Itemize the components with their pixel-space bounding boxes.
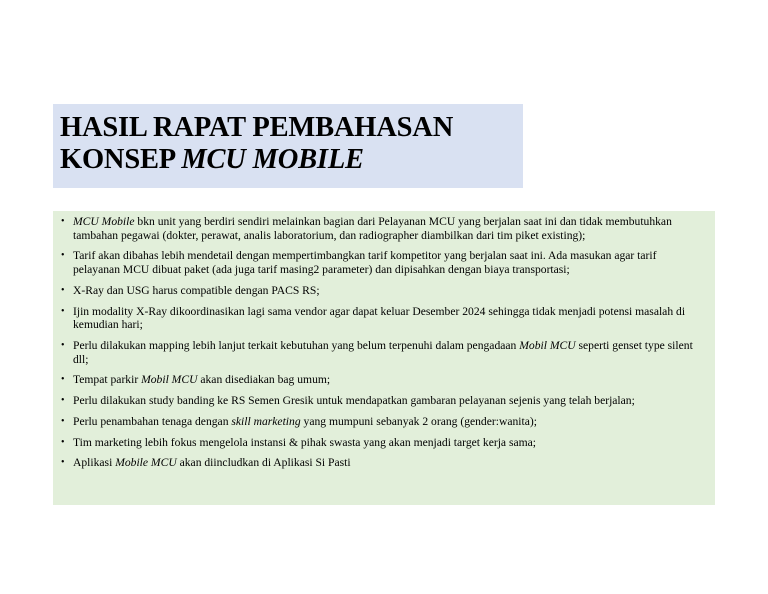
bullet-text: seperti genset type silent dll; [73,338,693,366]
bullet-marker: • [61,250,65,262]
bullet-item [61,456,701,470]
bullet-marker: • [61,436,65,448]
bullet-marker: • [61,216,65,227]
title-line-2-plain: KONSEP [60,144,182,175]
bullet-item [61,215,701,242]
bullet-italic: Mobile MCU [115,456,177,470]
bullet-text: Perlu dilakukan mapping lebih lanjut terkait kebutuhan yang belum terpenuhi dalam pengadaan [73,338,520,352]
bullet-item [61,339,701,366]
bullet-marker: • [61,457,65,469]
bullet-text: Tarif akan dibahas lebih mendetail dengan mempertimbangkan tarif kompetitor yang berjalan saat ini. Ada masukan agar tarif pelayanan MCU dibuat paket (ada juga tarif masing2 parameter) dan dipisahkan dengan biaya transportasi; [73,249,657,276]
bullet-item [61,415,701,429]
bullet-text: Tempat parkir [73,373,142,387]
bullet-italic: Mobil MCU [519,338,576,352]
bullet-marker: • [61,339,65,351]
bullet-text: Tim marketing lebih fokus mengelola instansi & pihak swasta yang akan menjadi target kerja sama; [73,435,537,449]
bullet-italic: MCU Mobile [73,215,135,228]
bullet-text: akan diincludkan di Aplikasi Si Pasti [176,456,351,470]
bullet-marker: • [61,395,65,407]
title-box [53,104,523,188]
bullet-item [61,305,701,332]
bullet-item [61,249,701,276]
bullet-italic: Mobil MCU [141,373,198,387]
bullet-marker: • [61,284,65,296]
bullet-marker: • [61,305,65,317]
title-line-2 [60,144,523,176]
bullet-marker: • [61,374,65,386]
bullet-text: Aplikasi [73,456,116,470]
bullet-item [61,436,701,450]
bullet-list [61,215,701,470]
title-line-2-italic: MCU MOBILE [181,144,364,175]
bullet-item [61,394,701,408]
bullet-text: Ijin modality X-Ray dikoordinasikan lagi sama vendor agar dapat keluar Desember 2024 sehingga tidak menjadi potensi masalah di kemudian hari; [73,304,686,332]
bullet-text: Perlu penambahan tenaga dengan [73,414,232,428]
bullet-text: bkn unit yang berdiri sendiri melainkan bagian dari Pelayanan MCU yang berjalan saat ini dan tidak membutuhkan tambahan pegawai (dokter, perawat, analis laboratorium, dan radiographer diambilkan dari tim piket existing); [73,215,672,242]
bullet-text: akan disediakan bag umum; [197,373,331,387]
bullet-text: yang mumpuni sebanyak 2 orang (gender:wanita); [300,414,537,428]
bullet-item [61,284,701,298]
bullet-text: X-Ray dan USG harus compatible dengan PACS RS; [73,283,320,297]
title-line-1: HASIL RAPAT PEMBAHASAN [60,112,454,143]
bullet-text: Perlu dilakukan study banding ke RS Semen Gresik untuk mendapatkan gambaran pelayanan sejenis yang telah berjalan; [73,394,635,408]
bullet-marker: • [61,415,65,427]
bullet-italic: skill marketing [231,414,301,428]
content-box [53,211,715,505]
bullet-item [61,373,701,387]
